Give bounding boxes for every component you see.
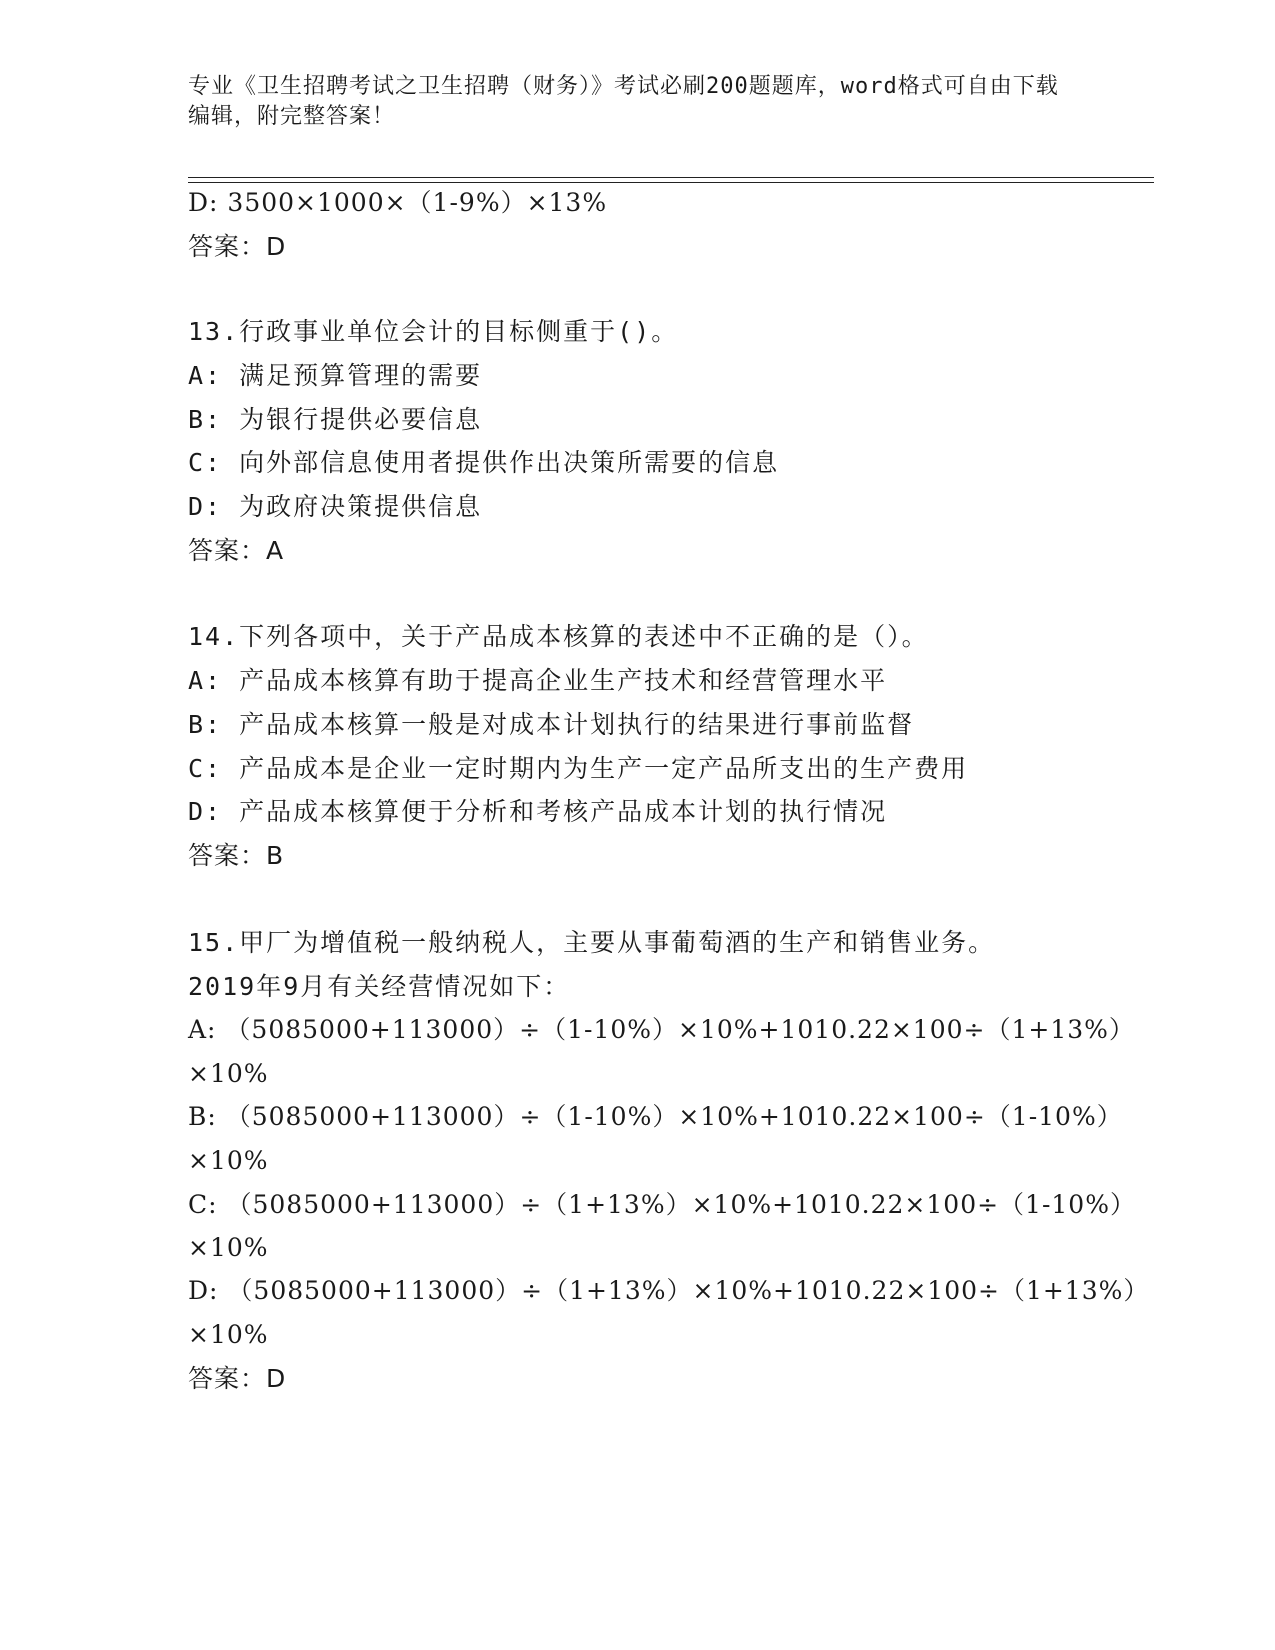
- q13-option-b: B: 为银行提供必要信息: [188, 405, 483, 434]
- q15-option-d-line2: ×10%: [188, 1320, 269, 1349]
- q14-option-b: B: 产品成本核算一般是对成本计划执行的结果进行事前监督: [188, 710, 915, 739]
- header-rule-bottom: [188, 182, 1154, 183]
- q13-answer: 答案：A: [188, 536, 285, 565]
- q15-option-c-line1: C: （5085000+113000）÷（1+13%）×10%+1010.22×100÷（1-10%）: [188, 1190, 1136, 1219]
- document-header: 专业《卫生招聘考试之卫生招聘（财务）》考试必刷200题题库，word格式可自由下载编辑，附完整答案！: [188, 74, 1059, 129]
- q14-option-d: D: 产品成本核算便于分析和考核产品成本计划的执行情况: [188, 797, 888, 826]
- prev-option-d: D: 3500×1000×（1-9%）×13%: [188, 188, 608, 217]
- prev-answer: 答案：D: [188, 232, 287, 261]
- q14-answer: 答案：B: [188, 841, 285, 870]
- q14-question: 14.下列各项中，关于产品成本核算的表述中不正确的是（）。: [188, 622, 929, 651]
- q15-answer: 答案：D: [188, 1364, 287, 1393]
- q13-option-a: A: 满足预算管理的需要: [188, 361, 483, 390]
- q15-option-a-line1: A: （5085000+113000）÷（1-10%）×10%+1010.22×100÷（1+13%）: [188, 1015, 1135, 1044]
- q15-question-line2: 2019年9月有关经营情况如下：: [188, 972, 571, 1001]
- q13-option-c: C: 向外部信息使用者提供作出决策所需要的信息: [188, 448, 780, 477]
- q13-question: 13.行政事业单位会计的目标侧重于()。: [188, 317, 679, 346]
- q13-option-d: D: 为政府决策提供信息: [188, 492, 483, 521]
- q15-option-a-line2: ×10%: [188, 1059, 269, 1088]
- q15-option-d-line1: D: （5085000+113000）÷（1+13%）×10%+1010.22×100÷（1+13%）: [188, 1276, 1150, 1305]
- q15-option-b-line1: B: （5085000+113000）÷（1-10%）×10%+1010.22×100÷（1-10%）: [188, 1102, 1123, 1131]
- q15-option-b-line2: ×10%: [188, 1146, 269, 1175]
- q14-option-a: A: 产品成本核算有助于提高企业生产技术和经营管理水平: [188, 666, 888, 695]
- q15-option-c-line2: ×10%: [188, 1233, 269, 1262]
- q14-option-c: C: 产品成本是企业一定时期内为生产一定产品所支出的生产费用: [188, 754, 969, 783]
- q15-question-line1: 15.甲厂为增值税一般纳税人，主要从事葡萄酒的生产和销售业务。: [188, 928, 996, 957]
- header-rule-top: [188, 177, 1154, 178]
